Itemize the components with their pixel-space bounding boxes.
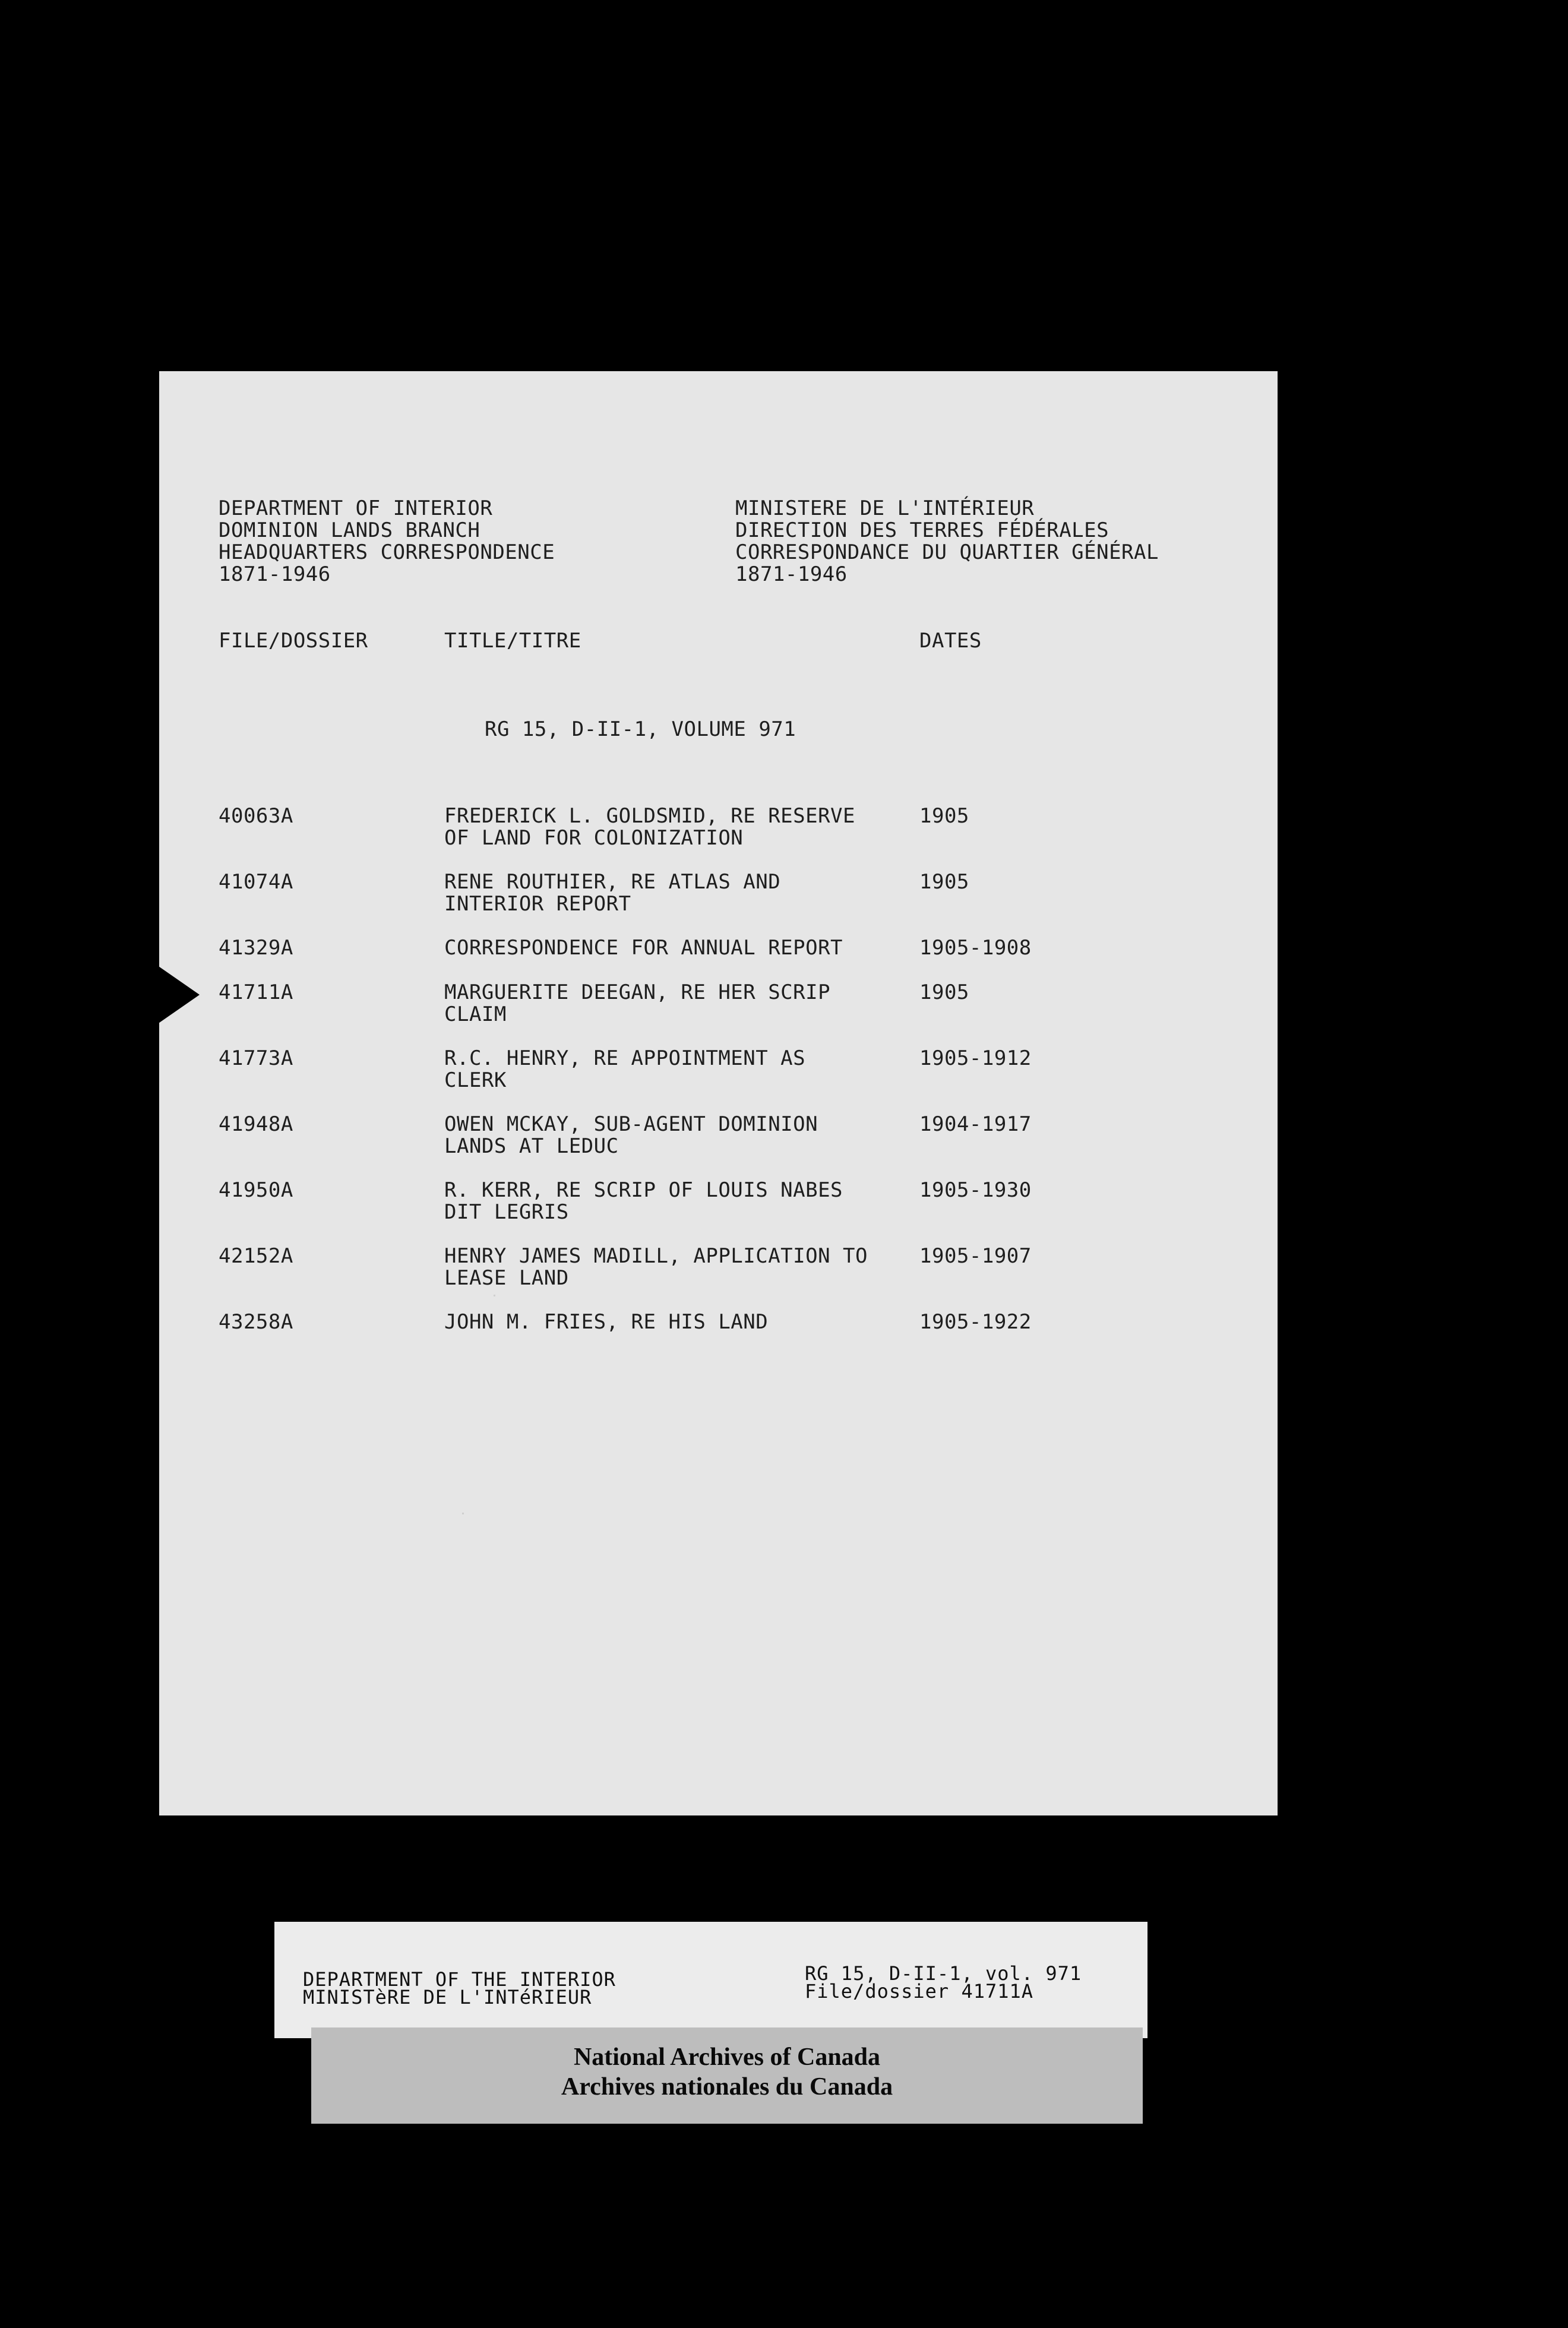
file-title-line: R. KERR, RE SCRIP OF LOUIS NABES	[444, 1178, 843, 1202]
header-french-line: MINISTERE DE L'INTÉRIEUR	[735, 496, 1035, 520]
header-french-line: CORRESPONDANCE DU QUARTIER GÉNÉRAL	[735, 540, 1159, 564]
label-strip-department	[303, 1970, 616, 2006]
archive-label-strip	[274, 1922, 1147, 2038]
paper-speck	[494, 1295, 495, 1296]
header-english-line: DOMINION LANDS BRANCH	[219, 518, 480, 542]
file-dates: 1905	[919, 870, 969, 894]
file-title-line: OF LAND FOR COLONIZATION	[444, 826, 744, 850]
file-title-line: JOHN M. FRIES, RE HIS LAND	[444, 1310, 769, 1334]
file-dates: 1905	[919, 980, 969, 1004]
document-page	[159, 371, 1278, 1815]
file-title-line: DIT LEGRIS	[444, 1200, 569, 1224]
file-dates: 1905	[919, 804, 969, 828]
label-strip-line: RG 15, D-II-1, vol. 971	[805, 1962, 1082, 1985]
file-title-line: R.C. HENRY, RE APPOINTMENT AS	[444, 1046, 806, 1070]
file-dates: 1905-1908	[919, 936, 1032, 960]
header-english-line: 1871-1946	[219, 562, 331, 586]
column-header-dates: DATES	[919, 629, 982, 653]
archives-name-french: Archives nationales du Canada	[561, 2073, 893, 2101]
file-number: 40063A	[219, 804, 293, 828]
file-title-line: CORRESPONDENCE FOR ANNUAL REPORT	[444, 936, 843, 960]
file-title-line: INTERIOR REPORT	[444, 892, 631, 916]
label-strip-line: MINISTèRE DE L'INTéRIEUR	[303, 1986, 592, 2008]
header-french-line: DIRECTION DES TERRES FÉDÉRALES	[735, 518, 1109, 542]
file-title-line: RENE ROUTHIER, RE ATLAS AND	[444, 870, 781, 894]
header-english	[219, 498, 555, 586]
label-strip-line: DEPARTMENT OF THE INTERIOR	[303, 1968, 616, 1991]
file-title-line: MARGUERITE DEEGAN, RE HER SCRIP	[444, 980, 831, 1004]
archives-name-english: National Archives of Canada	[573, 2044, 881, 2071]
file-title-line: FREDERICK L. GOLDSMID, RE RESERVE	[444, 804, 856, 828]
file-title-line: LEASE LAND	[444, 1266, 569, 1290]
file-number: 41950A	[219, 1178, 293, 1202]
label-strip-reference	[805, 1962, 1082, 2003]
header-french	[735, 498, 1159, 586]
header-english-line: HEADQUARTERS CORRESPONDENCE	[219, 540, 555, 564]
archives-plate	[311, 2027, 1143, 2124]
file-number: 43258A	[219, 1310, 293, 1334]
pointer-arrow-icon	[157, 965, 200, 1024]
file-dates: 1905-1912	[919, 1046, 1032, 1070]
file-title-line: HENRY JAMES MADILL, APPLICATION TO	[444, 1244, 868, 1268]
file-number: 41074A	[219, 870, 293, 894]
file-dates: 1905-1922	[919, 1310, 1032, 1334]
column-header-file: FILE/DOSSIER	[219, 629, 368, 653]
label-strip-line: File/dossier 41711A	[805, 1980, 1034, 2003]
file-dates: 1905-1930	[919, 1178, 1032, 1202]
file-number: 41329A	[219, 936, 293, 960]
file-title-line: LANDS AT LEDUC	[444, 1134, 619, 1158]
file-dates: 1904-1917	[919, 1112, 1032, 1136]
paper-speck	[462, 1513, 464, 1514]
file-title-line: OWEN MCKAY, SUB-AGENT DOMINION	[444, 1112, 818, 1136]
file-number: 41773A	[219, 1046, 293, 1070]
header-french-line: 1871-1946	[735, 562, 848, 586]
file-dates: 1905-1907	[919, 1244, 1032, 1268]
file-number: 41948A	[219, 1112, 293, 1136]
header-english-line: DEPARTMENT OF INTERIOR	[219, 496, 493, 520]
file-number: 41711A	[219, 980, 293, 1004]
volume-heading: RG 15, D-II-1, VOLUME 971	[485, 717, 796, 741]
file-title-line: CLAIM	[444, 1002, 507, 1026]
file-title-line: CLERK	[444, 1068, 507, 1092]
file-number: 42152A	[219, 1244, 293, 1268]
column-header-title: TITLE/TITRE	[444, 629, 581, 653]
